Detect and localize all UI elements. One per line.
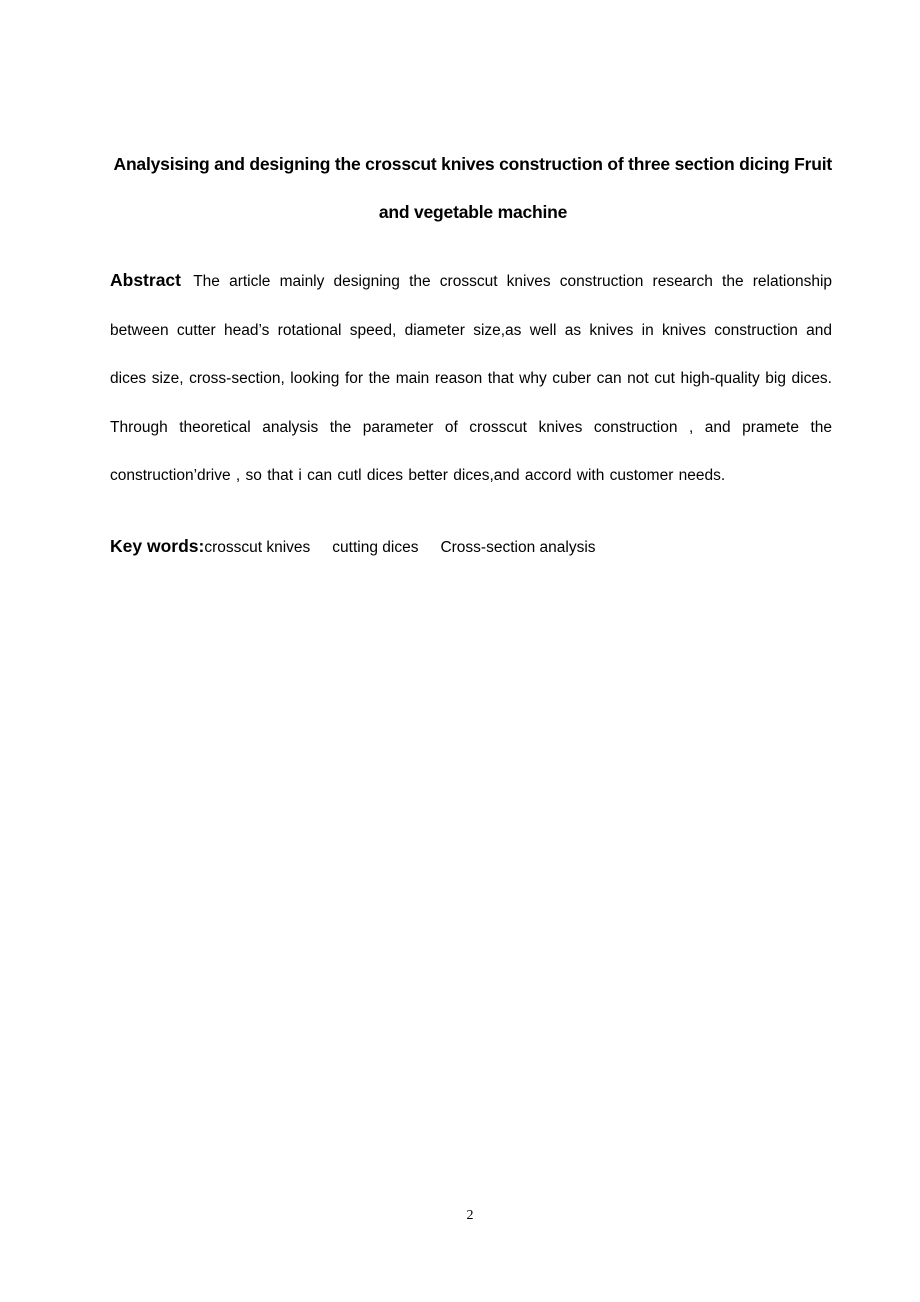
keyword-item: Cross-section analysis	[440, 539, 596, 556]
title-line-2: and vegetable machine	[378, 202, 568, 222]
abstract-label: Abstract	[110, 270, 181, 290]
keyword-item: cutting dices	[332, 539, 419, 556]
keywords-label: Key words:	[110, 536, 205, 556]
keywords-line	[110, 522, 832, 572]
page-number: 2	[466, 1208, 474, 1223]
abstract-paragraph	[110, 256, 832, 501]
keyword-item: crosscut knives	[204, 539, 311, 556]
abstract-text: The article mainly designing the crosscut knives construction research the relationship between cutter head’s rotational speed, diameter size,as well as knives in knives construction and dices size, cross-section, looking for the main reason that why cuber can not cut high-quality big dices. Through theoretical analysis the parameter of crosscut knives construction , and pramete the construction’drive , so that i can cutl dices better dices,and accord with customer needs.	[110, 273, 833, 484]
title-line-1: Analysising and designing the crosscut knives construction of three section dicing Fruit	[113, 154, 832, 174]
document-title	[110, 140, 832, 236]
